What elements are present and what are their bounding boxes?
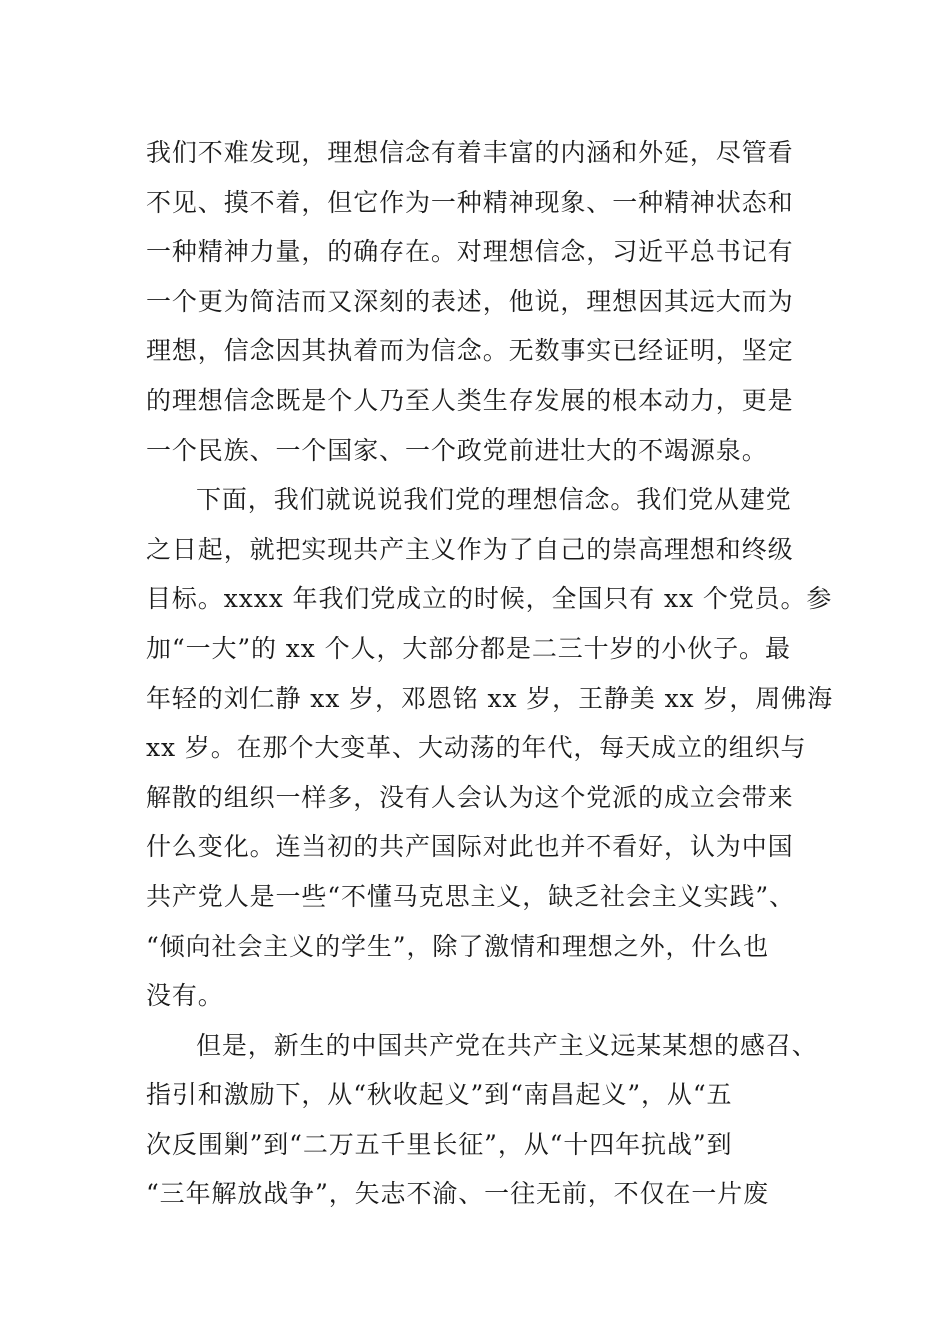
paragraph-start-line: 但是，新生的中国共产党在共产主义远某某想的感召、 (196, 1030, 818, 1060)
text-line: 一种精神力量，的确存在。对理想信念，习近平总书记有 (146, 237, 794, 267)
text-line: 加“一大”的 xx 个人，大部分都是二三十岁的小伙子。最 (146, 633, 791, 663)
text-line: 之日起，就把实现共产主义作为了自己的崇高理想和终级 (146, 534, 794, 564)
text-line: “倾向社会主义的学生”，除了激情和理想之外，什么也 (146, 931, 770, 961)
text-line: 年轻的刘仁静 xx 岁，邓恩铭 xx 岁，王静美 xx 岁，周佛海 (146, 683, 833, 713)
text-line: “三年解放战争”，矢志不渝、一往无前，不仅在一片废 (146, 1179, 770, 1209)
paragraph-start-line: 下面，我们就说说我们党的理想信念。我们党从建党 (196, 485, 792, 515)
text-line: xx 岁。在那个大变革、大动荡的年代，每天成立的组织与 (146, 733, 807, 763)
text-line: 指引和激励下，从“秋收起义”到“南昌起义”，从“五 (146, 1080, 733, 1110)
text-line: 解散的组织一样多，没有人会认为这个党派的成立会带来 (146, 782, 794, 812)
text-line: 目标。xxxx 年我们党成立的时候，全国只有 xx 个党员。参 (146, 584, 833, 614)
text-line: 一个更为简洁而又深刻的表述，他说，理想因其远大而为 (146, 286, 794, 316)
text-line: 我们不难发现，理想信念有着丰富的内涵和外延，尽管看 (146, 138, 794, 167)
text-line: 次反围剿”到“二万五千里长征”，从“十四年抗战”到 (146, 1129, 733, 1159)
text-line: 共产党人是一些“不懂马克思主义，缺乏社会主义实践”、 (146, 881, 795, 911)
text-line: 的理想信念既是个人乃至人类生存发展的根本动力，更是 (146, 385, 794, 415)
text-line: 不见、摸不着，但它作为一种精神现象、一种精神状态和 (146, 187, 794, 217)
text-line: 什么变化。连当初的共产国际对此也并不看好，认为中国 (146, 832, 794, 862)
text-line: 一个民族、一个国家、一个政党前进壮大的不竭源泉。 (146, 435, 768, 465)
text-line: 理想，信念因其执着而为信念。无数事实已经证明，坚定 (146, 336, 794, 366)
text-line: 没有。 (146, 981, 224, 1011)
document-body (146, 128, 833, 1219)
